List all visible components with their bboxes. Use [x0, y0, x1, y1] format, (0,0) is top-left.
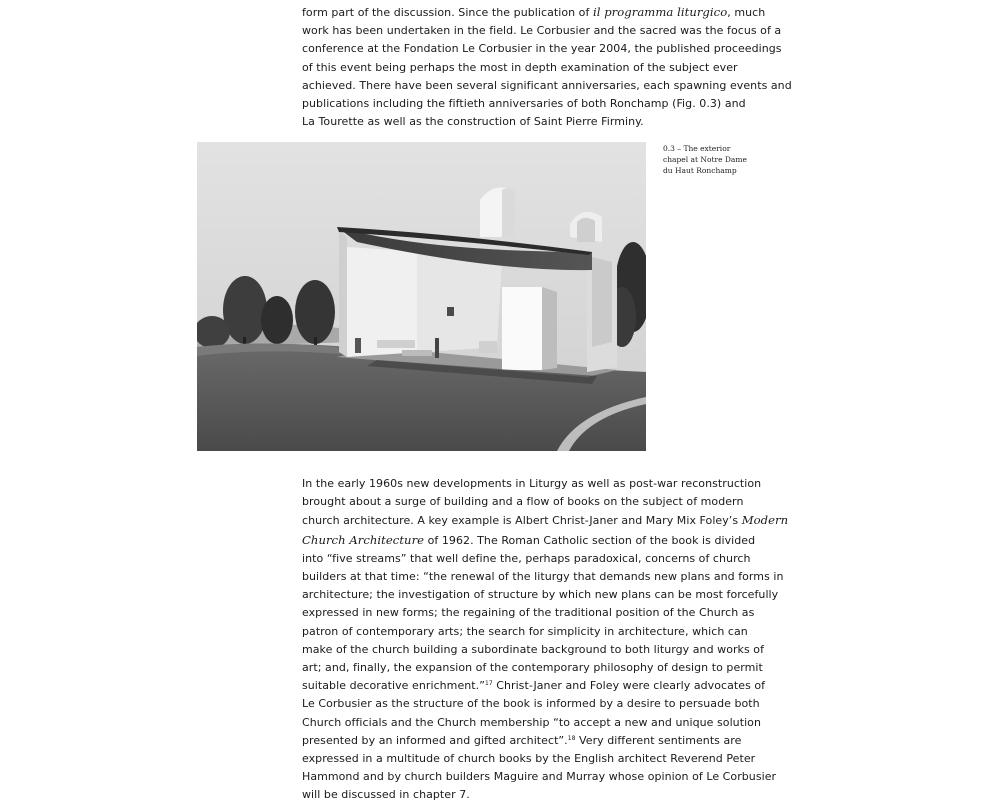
text-line: Le Corbusier as the structure of the book is informed by a desire to persuade both	[302, 697, 760, 711]
text-span: presented by an informed and gifted architect”.	[302, 733, 568, 747]
text-line: La Tourette as well as the construction of Saint Pierre Firminy.	[302, 115, 644, 129]
figure-photo-ronchamp	[197, 142, 646, 451]
text-span: form part of the discussion. Since the publication of	[302, 6, 593, 19]
text-line: architecture; the investigation of structure by which new plans can be most forcefully	[302, 588, 779, 602]
text-line: Hammond and by church builders Maguire and Murray whose opinion of Le Corbusier	[302, 770, 777, 784]
text-line: art; and, finally, the expansion of the contemporary philosophy of design to permit	[302, 661, 763, 675]
text-line	[302, 3, 792, 22]
text-line: brought about a surge of building and a flow of books on the subject of modern	[302, 495, 744, 509]
text-line: In the early 1960s new developments in Liturgy as well as post-war reconstruction	[302, 477, 762, 490]
text-line: work has been undertaken in the field. Le Corbusier and the sacred was the focus of a	[302, 24, 782, 38]
paragraph-1	[302, 3, 792, 131]
text-span: of 1962. The Roman Catholic section of the book is divided	[424, 533, 756, 547]
text-line: of this event being perhaps the most in depth examination of the subject ever	[302, 60, 738, 74]
italic-title: Modern	[741, 513, 789, 528]
pier	[502, 287, 542, 370]
text-line: builders at that time: “the renewal of the liturgy that demands new plans and forms in	[302, 570, 784, 584]
text-span: , much	[727, 6, 766, 19]
text-span: church architecture. A key example is Albert Christ-Janer and Mary Mix Foley’s	[302, 514, 742, 528]
figure-caption	[663, 143, 747, 176]
text-span: suitable decorative enrichment.”	[302, 679, 485, 693]
window	[447, 307, 454, 316]
text-line: publications including the fiftieth anniversaries of both Ronchamp (Fig. 0.3) and	[302, 97, 746, 111]
text-line: Church officials and the Church membership “to accept a new and unique solution	[302, 715, 761, 729]
text-line: expressed in new forms; the regaining of the traditional position of the Church as	[302, 606, 755, 620]
text-line: achieved. There have been several significant anniversaries, each spawning events and	[302, 78, 792, 92]
altar	[377, 340, 415, 348]
text-line: make of the church building a subordinate background to both liturgy and works of	[302, 642, 764, 656]
italic-title: Church Architecture	[302, 532, 425, 547]
caption-line: du Haut Ronchamp	[663, 166, 737, 175]
text-line	[302, 677, 788, 695]
text-line	[302, 511, 788, 530]
footnote-ref[interactable]: 18	[567, 734, 576, 742]
italic-title: il programma liturgico	[592, 5, 728, 19]
text-line: conference at the Fondation Le Corbusier in the year 2004, the published proceedings	[302, 42, 782, 56]
text-span: Very different sentiments are	[575, 733, 742, 747]
caption-line: 0.3 – The exterior	[663, 144, 731, 153]
footnote-ref[interactable]: 17	[484, 680, 493, 688]
caption-line: chapel at Notre Dame	[663, 155, 747, 164]
text-line: into “five streams” that well define the, perhaps paradoxical, concerns of church	[302, 551, 751, 565]
text-line: will be discussed in chapter 7.	[302, 788, 470, 802]
text-line: expressed in a multitude of church books by the English architect Reverend Peter	[302, 752, 756, 766]
text-span: Christ-Janer and Foley were clearly advocates of	[492, 679, 766, 693]
text-line	[302, 531, 788, 550]
paragraph-2	[302, 475, 788, 805]
ronchamp-photo-svg	[197, 142, 646, 451]
text-line	[302, 732, 788, 750]
text-line: patron of contemporary arts; the search for simplicity in architecture, which can	[302, 624, 748, 638]
